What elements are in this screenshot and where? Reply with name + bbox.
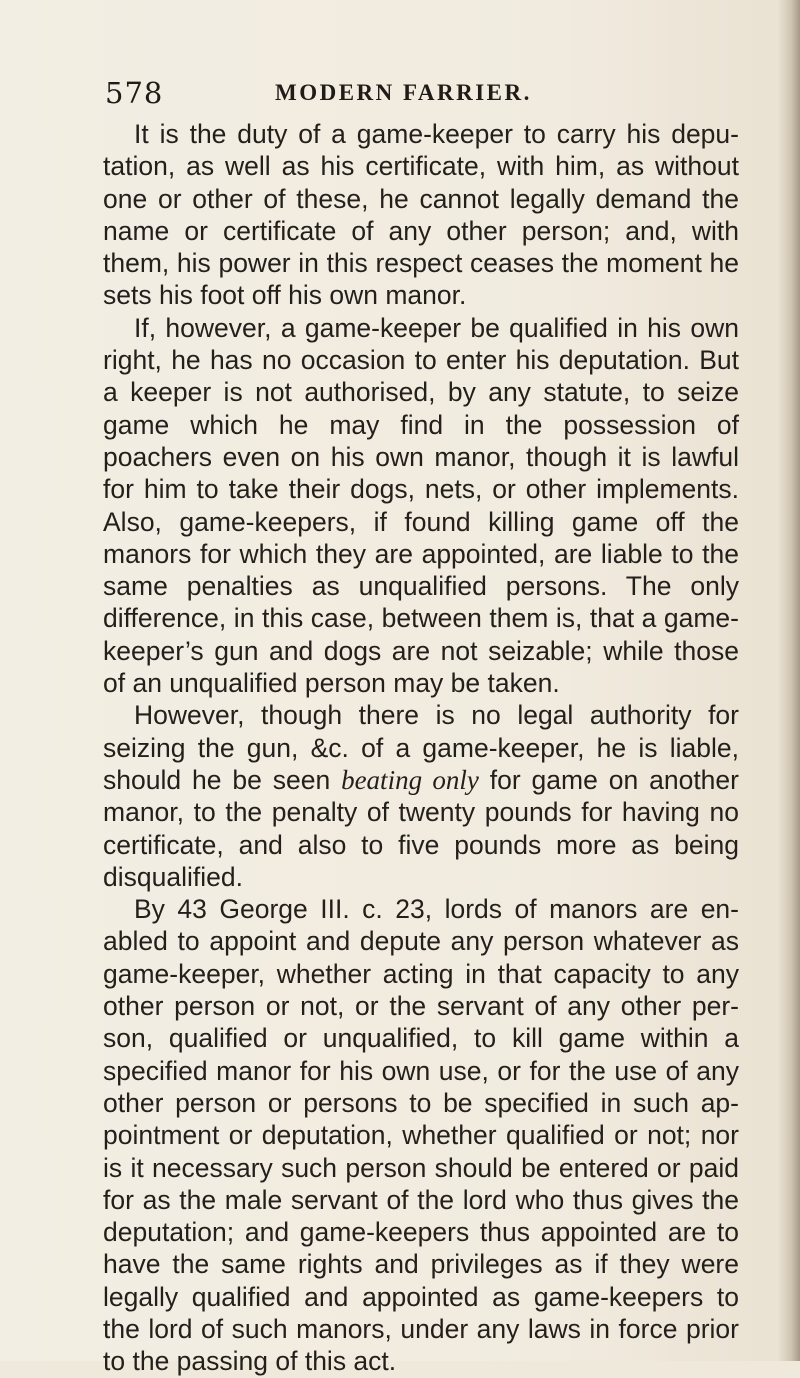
paragraph-penalty-before: However, though there is no legal authority for seizing the gun, &c. of a game-keeper, he is liable, should he be seen <box>103 700 739 795</box>
paragraph-penalty <box>103 699 739 893</box>
page-number: 578 <box>105 76 164 110</box>
paragraph-deputation-duty: It is the duty of a game-keeper to carry his deputation, as well as his certificate, with him, as without one or other of these, he cannot legally demand the name or certificate of any other person; and, with them, his power in this respect ceases the moment he sets his foot off his own manor. <box>103 119 739 311</box>
body-text <box>103 118 739 1378</box>
paragraph-penalty-after: for game on another manor, to the penalty of twenty pounds for having no certificate, and also to five pounds more as being disqualified. <box>103 764 739 892</box>
page-header <box>105 76 665 116</box>
page-edge-shadow <box>778 0 800 1361</box>
running-head: MODERN FARRIER. <box>275 80 532 105</box>
paragraph-qualified-keeper: If, however, a game-keeper be qualified in his own right, he has no occasion to enter his deputation. But a keeper is not authorised, by any statute, to seize game which he may find in the possession of poachers even on his own manor, though it is lawful for him to take their dogs, nets, or other implements. Also, game-keepers, if found killing game off the manors for which they are appointed, are liable to the same penalties as unqualified persons. The only difference, in this case, between them is, that a game-keeper’s gun and dogs are not seizable; while those of an unqualified person may be taken. <box>103 312 739 699</box>
paragraph-statute: By 43 George III. c. 23, lords of manors are enabled to appoint and depute any person whatever as game-keeper, whether acting in that capacity to any other person or not, or the servant of any other person, qualified or unqualified, to kill game within a specified manor for his own use, or for the use of any other person or persons to be specified in such appointment or deputation, whether qualified or not; nor is it necessary such person should be entered or paid for as the male servant of the lord who thus gives the deputation; and game-keepers thus appointed are to have the same rights and privileges as if they were legally qualified and appointed as game-keepers to the lord of such manors, under any laws in force prior to the passing of this act. <box>103 894 739 1377</box>
emphasis-beating-only: beating only <box>341 764 479 795</box>
